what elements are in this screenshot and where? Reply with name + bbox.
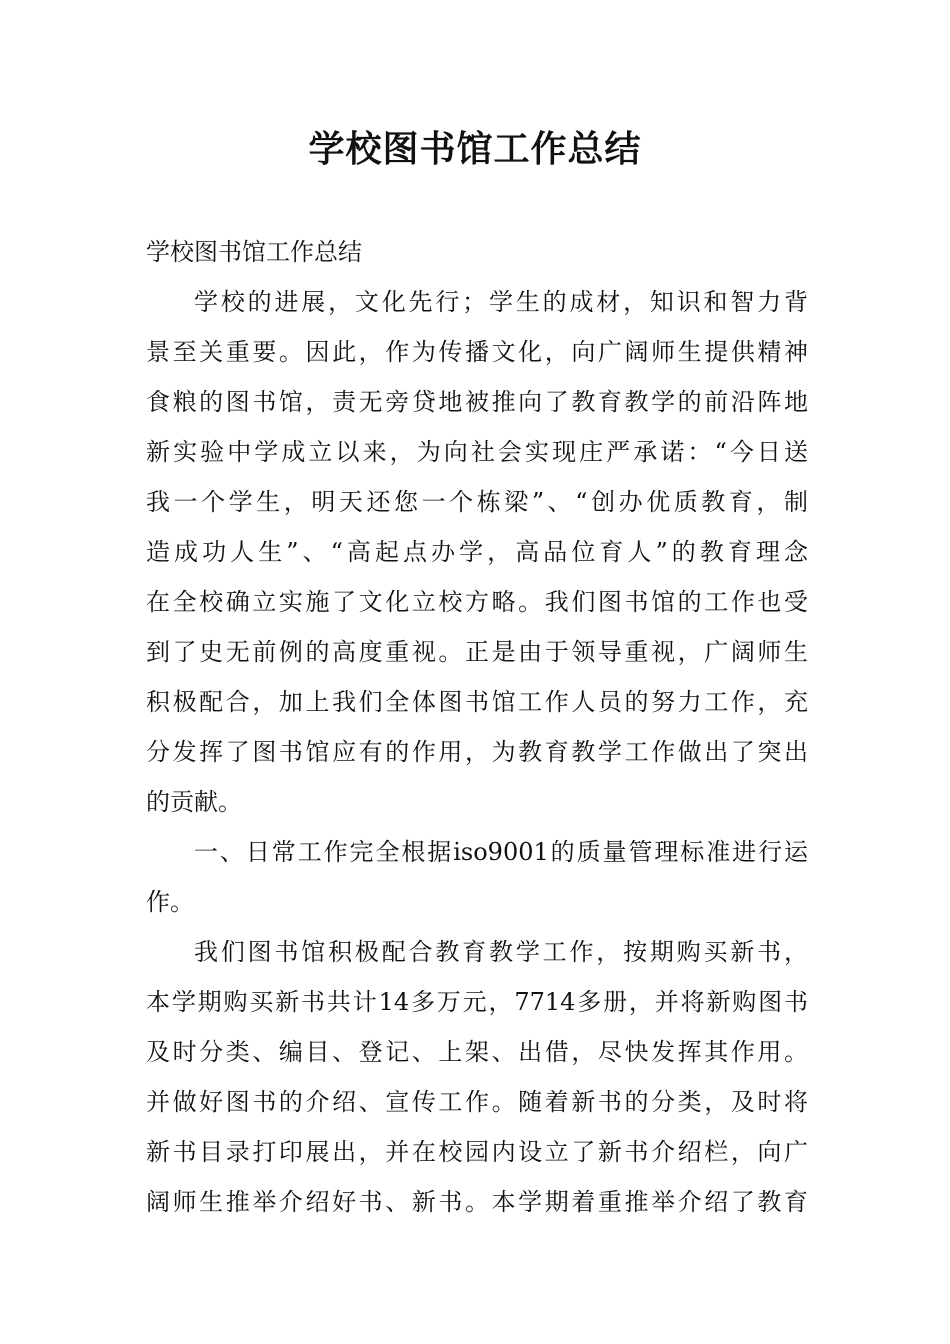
paragraph-3-line: 新书目录打印展出，并在校园内设立了新书介绍栏，向广	[146, 1138, 808, 1166]
paragraph-1-line: 学校的进展，文化先行；学生的成材，知识和智力背	[194, 288, 808, 316]
paragraph-3-line: 我们图书馆积极配合教育教学工作，按期购买新书，	[194, 938, 808, 966]
document-title: 学校图书馆工作总结	[308, 129, 642, 170]
paragraph-3-line: 阔师生推举介绍好书、新书。本学期着重推举介绍了教育	[146, 1188, 808, 1216]
paragraph-1-line: 在全校确立实施了文化立校方略。我们图书馆的工作也受	[146, 588, 808, 616]
document-body	[146, 227, 808, 1227]
paragraph-1-line: 的贡献。	[146, 788, 242, 816]
paragraph-1-line: 食粮的图书馆，责无旁贷地被推向了教育教学的前沿阵地	[146, 388, 808, 416]
paragraph-3-line: 并做好图书的介绍、宣传工作。随着新书的分类，及时将	[146, 1088, 808, 1116]
paragraph-2-line: 作。	[146, 888, 194, 916]
paragraph-1-line: 新实验中学成立以来，为向社会实现庄严承诺：“今日送	[146, 438, 808, 466]
paragraph-1-line: 到了史无前例的高度重视。正是由于领导重视，广阔师生	[146, 638, 808, 666]
paragraph-2-line: 一、日常工作完全根据iso9001的质量管理标准进行运	[194, 838, 808, 866]
paragraph-1-line: 积极配合，加上我们全体图书馆工作人员的努力工作，充	[146, 688, 808, 716]
subtitle-line: 学校图书馆工作总结	[146, 238, 362, 266]
paragraph-3-line: 本学期购买新书共计14多万元，7714多册，并将新购图书	[146, 988, 808, 1016]
paragraph-3-line: 及时分类、编目、登记、上架、出借，尽快发挥其作用。	[146, 1038, 808, 1066]
paragraph-1-line: 景至关重要。因此，作为传播文化，向广阔师生提供精神	[146, 338, 808, 366]
paragraph-1-line: 分发挥了图书馆应有的作用，为教育教学工作做出了突出	[146, 738, 808, 766]
paragraph-1-line: 我一个学生，明天还您一个栋梁”、“创办优质教育，制	[146, 488, 808, 516]
paragraph-1-line: 造成功人生”、“高起点办学，高品位育人”的教育理念	[146, 538, 808, 566]
